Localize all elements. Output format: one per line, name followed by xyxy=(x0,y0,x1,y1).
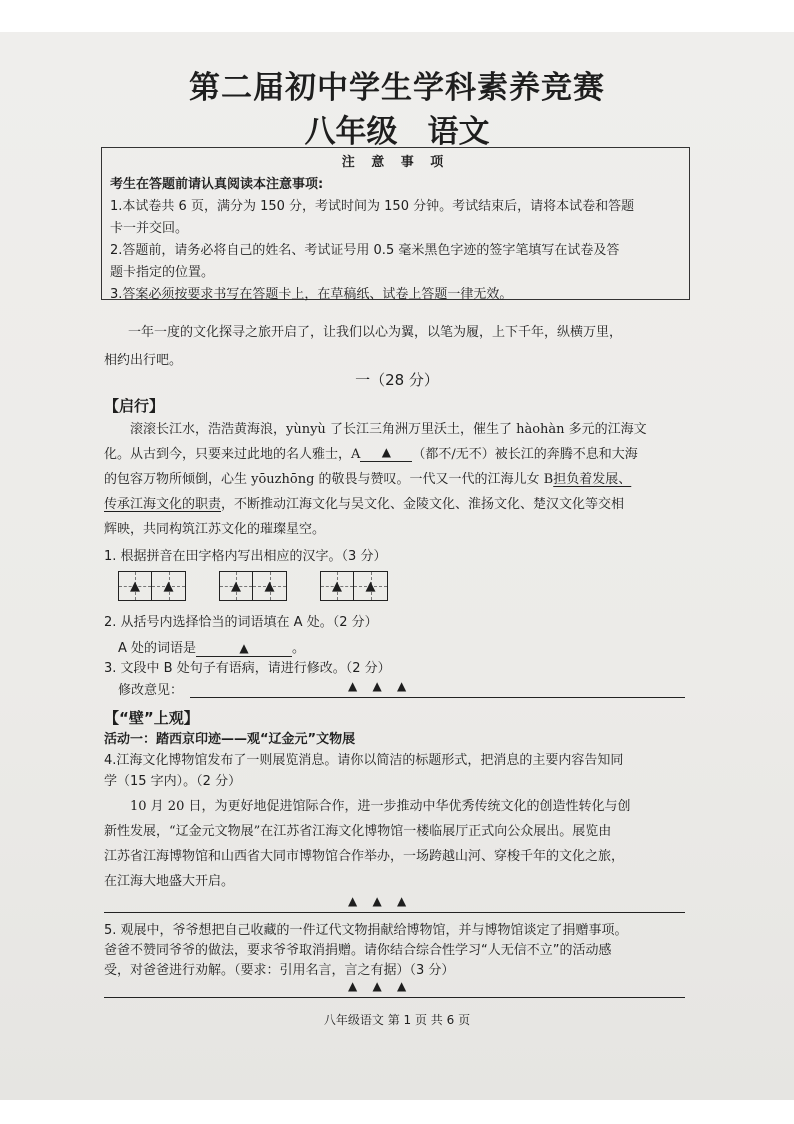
sentence-b-underlined: 担负着发展、 xyxy=(553,472,632,487)
intro-line: 一年一度的文化探寻之旅开启了，让我们以心为翼，以笔为履，上下千年，纵横万里， xyxy=(128,325,623,340)
passage-line xyxy=(104,492,624,518)
passage-text: ，不断推动江海文化与吴文化、金陵文化、淮扬文化、楚汉文化等交相 xyxy=(221,497,625,512)
triangle-icon: ▲ xyxy=(365,578,376,594)
news-line: 10 月 20 日，为更好地促进馆际合作，进一步推动中华优秀传统文化的创造性转化与创 xyxy=(130,799,631,814)
exam-title: 第二届初中学生学科素养竞赛 xyxy=(189,70,605,106)
tianzige-cell[interactable] xyxy=(219,571,253,601)
tianzige-cell[interactable] xyxy=(354,571,388,601)
passage-text: （都不/无不）被长江的奔腾不息和大海 xyxy=(412,447,638,462)
triangle-icon: ▲ xyxy=(239,641,249,655)
question-3-answer-label: 修改意见： xyxy=(118,683,184,698)
notice-heading: 注 意 事 项 xyxy=(341,155,450,170)
exam-subtitle xyxy=(0,106,794,151)
tianzige-group-1 xyxy=(118,571,186,601)
news-line: 江苏省江海博物馆和山西省大同市博物馆合作举办，一场跨越山河、穿梭千年的文化之旅， xyxy=(104,849,625,864)
question-4: 学（15 字内）。（2 分） xyxy=(104,774,242,789)
answer-end: 。 xyxy=(292,641,306,656)
answer-line[interactable] xyxy=(190,697,685,698)
notice-item: 1.本试卷共 6 页，满分为 150 分，考试时间为 150 分钟。考试结束后，请将本试卷和答题 xyxy=(110,199,635,214)
notice-intro: 考生在答题前请认真阅读本注意事项: xyxy=(110,177,324,192)
passage-line: 辉映，共同构筑江苏文化的璀璨星空。 xyxy=(104,522,326,537)
question-2: 2. 从括号内选择恰当的词语填在 A 处。（2 分） xyxy=(104,615,378,630)
tianzige-cell[interactable] xyxy=(253,571,287,601)
tianzige-cell[interactable] xyxy=(320,571,354,601)
sentence-b-underlined: 传承江海文化的职责 xyxy=(104,497,222,512)
question-2-answer xyxy=(118,637,305,657)
triangle-icon: ▲ xyxy=(163,578,174,594)
tianzige-group-2 xyxy=(219,571,287,601)
answer-triangles: ▲ ▲ ▲ xyxy=(348,979,407,993)
triangle-icon: ▲ xyxy=(381,445,391,459)
question-4: 4.江海文化博物馆发布了一则展览消息。请你以简洁的标题形式，把消息的主要内容告知同 xyxy=(104,753,624,768)
passage-line: 滚滚长江水，浩浩黄海浪，yùnyù 了长江三角洲万里沃土，催生了 hàohàn 多元的江海文 xyxy=(130,422,647,437)
tianzige-group-3 xyxy=(320,571,388,601)
subject-label: 语文 xyxy=(427,114,490,150)
passage-line xyxy=(104,442,638,468)
passage-text: 化。从古到今，只要来过此地的名人雅士，A xyxy=(104,447,361,462)
answer-triangles: ▲ ▲ ▲ xyxy=(348,679,407,693)
blank-a xyxy=(360,444,412,462)
notice-box xyxy=(101,147,690,300)
intro-line: 相约出行吧。 xyxy=(104,353,183,368)
question-3: 3. 文段中 B 处句子有语病，请进行修改。（2 分） xyxy=(104,661,391,676)
triangle-icon: ▲ xyxy=(332,578,342,594)
news-line: 新性发展，“辽金元文物展”在江苏省江海文化博物馆一楼临展厅正式向公众展出。展览由 xyxy=(104,824,612,839)
passage-line xyxy=(104,467,631,493)
answer-triangles: ▲ ▲ ▲ xyxy=(348,894,407,908)
answer-line[interactable] xyxy=(104,997,685,998)
answer-label: A 处的词语是 xyxy=(118,641,197,656)
question-5: 5. 观展中，爷爷想把自己收藏的一件辽代文物捐献给博物馆，并与博物馆谈定了捐赠事项。 xyxy=(104,923,628,938)
triangle-icon: ▲ xyxy=(130,578,140,594)
question-1: 1. 根据拼音在田字格内写出相应的汉字。（3 分） xyxy=(104,549,387,564)
notice-item: 3.答案必须按要求书写在答题卡上，在草稿纸、试卷上答题一律无效。 xyxy=(110,287,513,302)
notice-item: 卡一并交回。 xyxy=(110,221,189,236)
page-footer: 八年级语文 第 1 页 共 6 页 xyxy=(323,1013,471,1027)
news-line: 在江海大地盛大开启。 xyxy=(104,874,235,889)
section-heading: 一（28 分） xyxy=(355,371,439,389)
notice-item: 题卡指定的位置。 xyxy=(110,265,215,280)
tianzige-cell[interactable] xyxy=(118,571,152,601)
passage-text: 的包容万物所倾倒，心生 yōuzhōng 的敬畏与赞叹。一代又一代的江海儿女 B xyxy=(104,472,554,487)
part-label-qixing: 【启行】 xyxy=(104,397,165,415)
part-label-bishangguan: 【“壁”上观】 xyxy=(104,709,199,727)
answer-blank[interactable] xyxy=(196,641,292,657)
answer-line[interactable] xyxy=(104,912,685,913)
triangle-icon: ▲ xyxy=(264,578,275,594)
question-5: 受，对爸爸进行劝解。（要求：引用名言，言之有据）（3 分） xyxy=(104,963,455,978)
question-5: 爸爸不赞同爷爷的做法，要求爷爷取消捐赠。请你结合综合性学习“人无信不立”的活动感 xyxy=(104,943,612,958)
grade-label: 八年级 xyxy=(304,114,398,150)
activity-heading: 活动一：踏西京印迹——观“辽金元”文物展 xyxy=(104,732,356,747)
tianzige-cell[interactable] xyxy=(152,571,186,601)
triangle-icon: ▲ xyxy=(231,578,241,594)
notice-item: 2.答题前，请务必将自己的姓名、考试证号用 0.5 毫米黑色字迹的签字笔填写在试卷及答 xyxy=(110,243,620,258)
